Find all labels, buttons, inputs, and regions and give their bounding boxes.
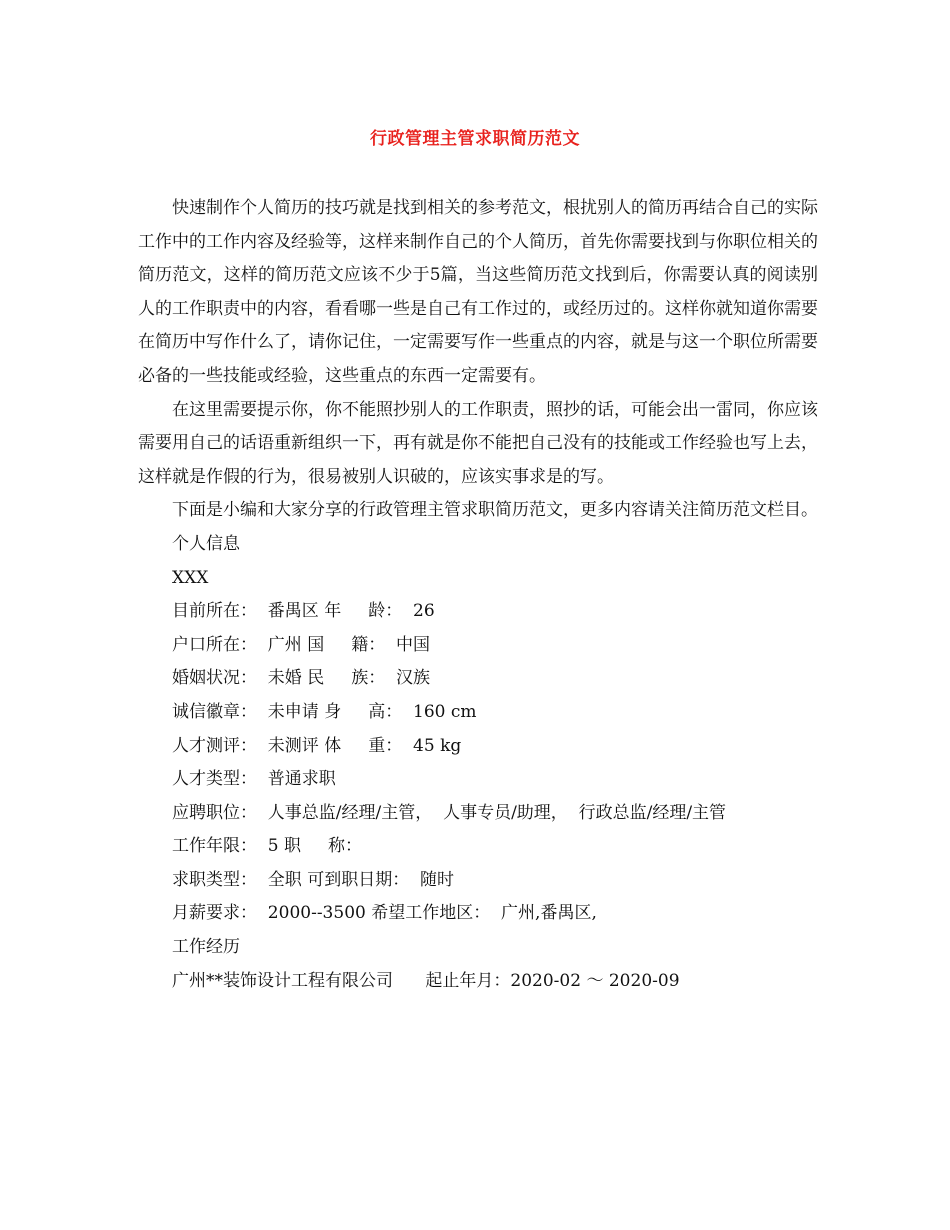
info-line-marital-ethnicity: 婚姻状况： 未婚 民 族： 汉族 — [172, 668, 431, 689]
info-line-hukou-nationality: 户口所在： 广州 国 籍： 中国 — [172, 634, 431, 655]
info-line-applied-positions: 应聘职位： 人事总监/经理/主管， 人事专员/助理， 行政总监/经理/主管 — [172, 802, 727, 823]
info-line-talent-type: 人才类型： 普通求职 — [172, 769, 336, 790]
info-line-salary-area: 月薪要求： 2000--3500 希望工作地区： 广州,番禺区, — [172, 903, 597, 924]
info-line-badge-height: 诚信徽章： 未申请 身 高： 160 cm — [172, 701, 477, 722]
info-line-years-title: 工作年限： 5 职 称： — [172, 836, 363, 857]
section-heading-work-experience: 工作经历 — [172, 937, 240, 958]
document-title: 行政管理主管求职简历范文 — [370, 129, 580, 149]
info-line-assessment-weight: 人才测评： 未测评 体 重： 45 kg — [172, 735, 462, 756]
paragraph-intro: 快速制作个人简历的技巧就是找到相关的参考范文，根扰别人的简历再结合自己的实际工作中的工作内容及经验等，这样来制作自己的个人简历，首先你需要找到与你职位相关的简历范文，这样的简历范文应该不少于5篇，当这些简历范文找到后，你需要认真的阅读别人的工作职责中的内容，看看哪一些是自己有工作过的，或经历过的。这样你就知道你需要在简历中写作什么了，请你记住，一定需要写作一些重点的内容，就是与这一个职位所需要必备的一些技能或经验，这些重点的东西一定需要有。 — [138, 198, 818, 386]
applicant-name: XXX — [172, 567, 209, 588]
paragraph-tip: 在这里需要提示你，你不能照抄别人的工作职责，照抄的话，可能会出一雷同，你应该需要用自己的话语重新组织一下，再有就是你不能把自己没有的技能或工作经验也写上去，这样就是作假的行为，很易被别人识破的，应该实事求是的写。 — [138, 399, 818, 487]
paragraph-share: 下面是小编和大家分享的行政管理主管求职简历范文，更多内容请关注简历范文栏目。 — [172, 500, 818, 521]
info-line-location-age: 目前所在： 番禺区 年 龄： 26 — [172, 601, 435, 622]
section-heading-personal-info: 个人信息 — [172, 533, 240, 554]
work-experience-entry: 广州**装饰设计工程有限公司 起止年月：2020-02 ～ 2020-09 — [172, 970, 680, 991]
info-line-job-type: 求职类型： 全职 可到职日期： 随时 — [172, 869, 455, 890]
document-body — [138, 192, 818, 998]
